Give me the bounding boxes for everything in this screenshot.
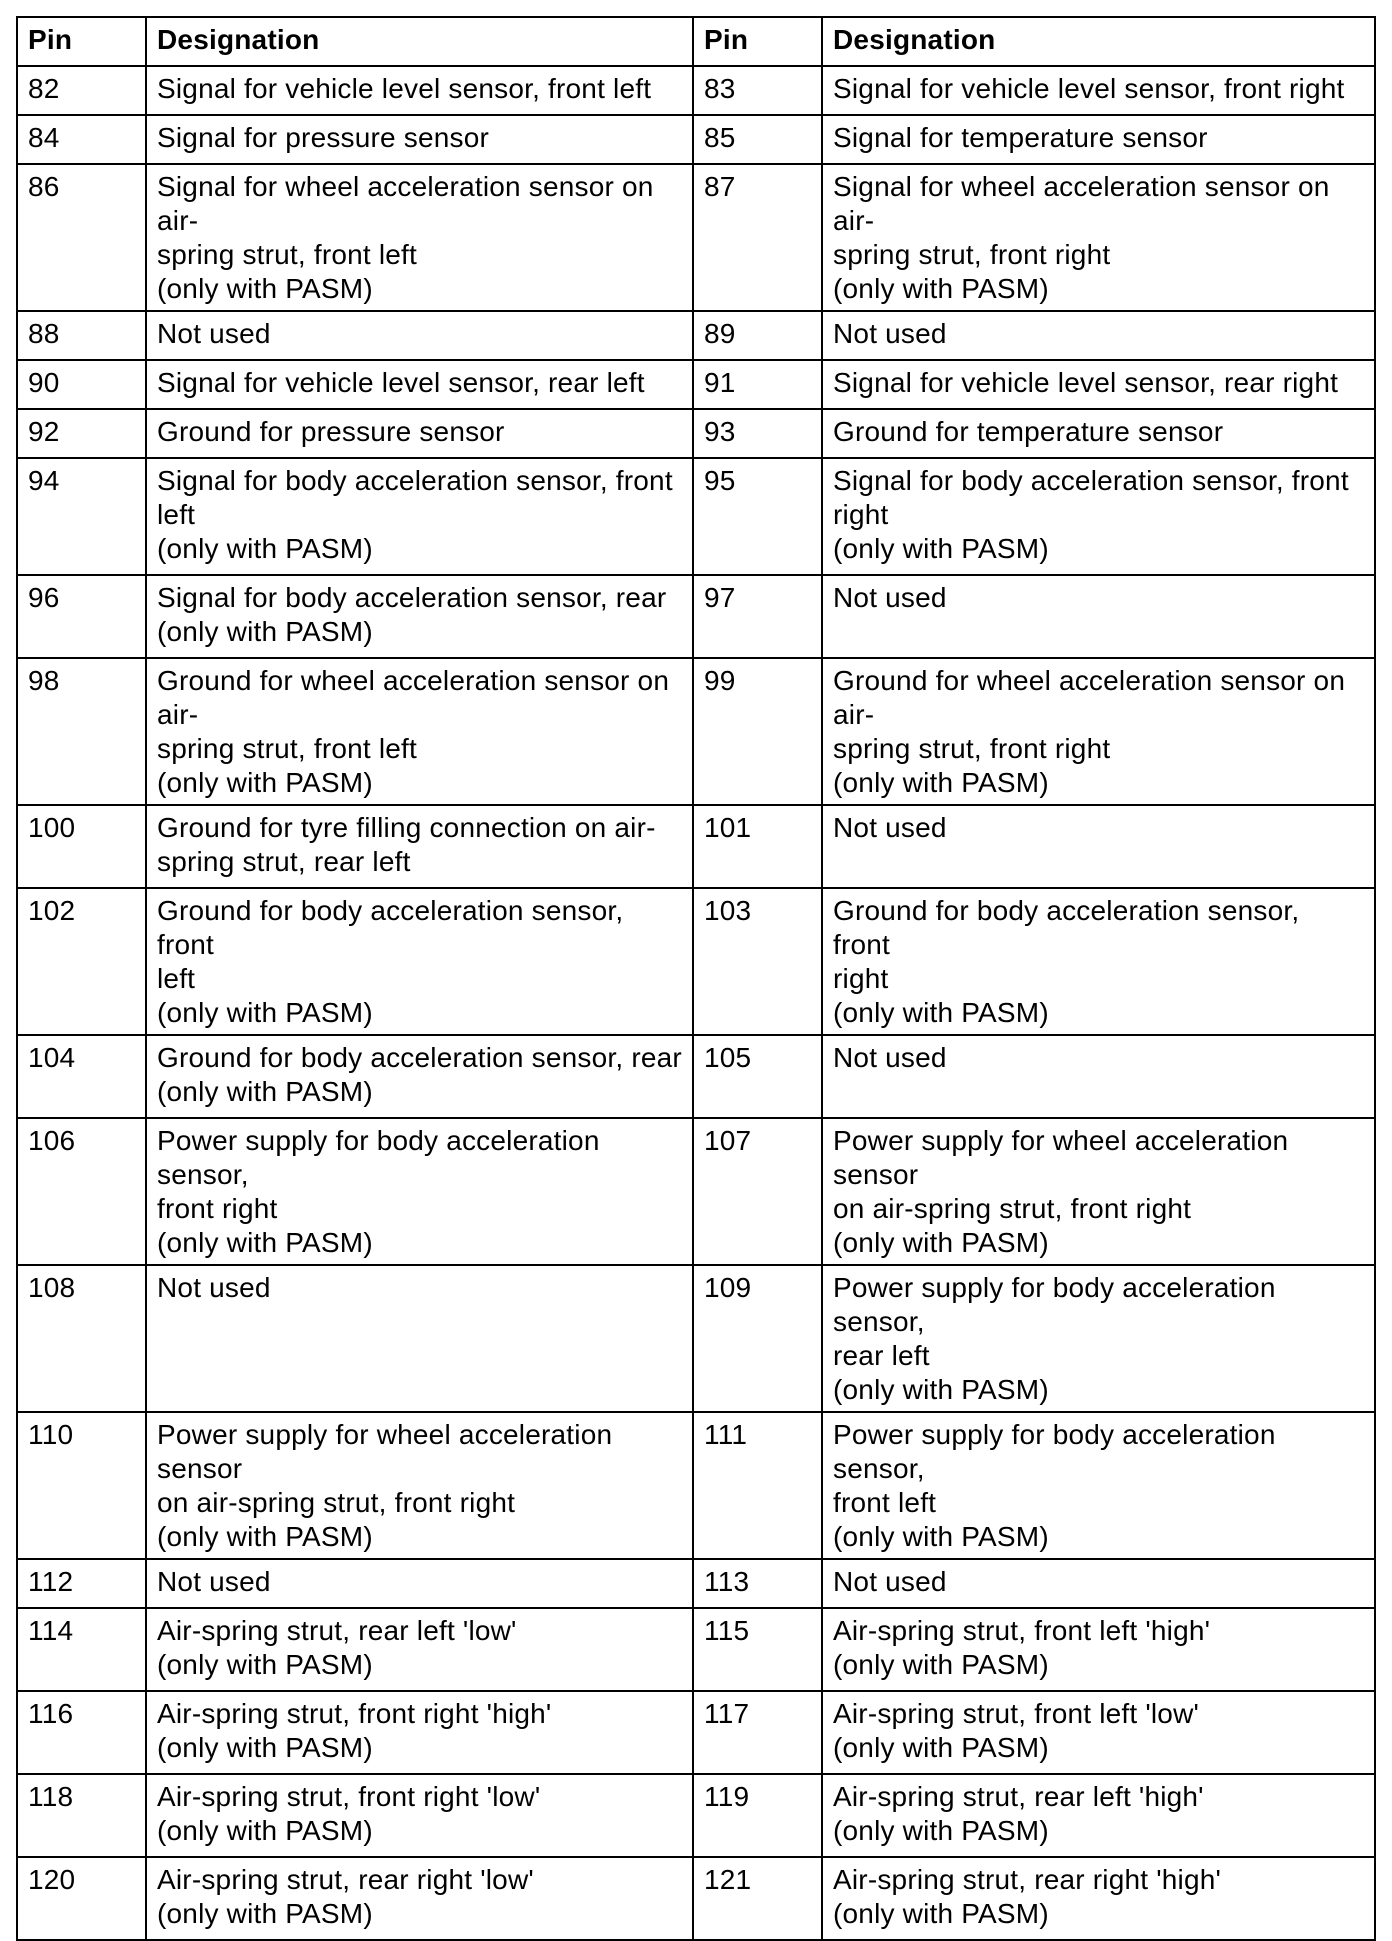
pin-assignment-table-container: [16, 16, 1374, 1941]
pin-left-cell: 94: [17, 458, 146, 575]
pin-left-cell: 114: [17, 1608, 146, 1691]
header-designation-left: Designation: [146, 17, 693, 66]
pin-assignment-table: [16, 16, 1376, 1941]
pin-right-cell: 95: [693, 458, 822, 575]
pin-left-cell: 86: [17, 164, 146, 311]
table-row: [17, 658, 1375, 805]
table-row: [17, 1412, 1375, 1559]
table-row: [17, 360, 1375, 409]
table-row: [17, 311, 1375, 360]
pin-right-cell: 117: [693, 1691, 822, 1774]
designation-left-cell: Air-spring strut, rear right 'low' (only with PASM): [146, 1857, 693, 1940]
table-row: [17, 805, 1375, 888]
designation-left-cell: Ground for body acceleration sensor, rear (only with PASM): [146, 1035, 693, 1118]
pin-right-cell: 83: [693, 66, 822, 115]
pin-left-cell: 104: [17, 1035, 146, 1118]
designation-right-cell: Not used: [822, 1035, 1375, 1118]
designation-left-cell: Air-spring strut, front right 'high' (only with PASM): [146, 1691, 693, 1774]
pin-right-cell: 85: [693, 115, 822, 164]
pin-left-cell: 118: [17, 1774, 146, 1857]
designation-left-cell: Signal for vehicle level sensor, front left: [146, 66, 693, 115]
header-pin-left: Pin: [17, 17, 146, 66]
pin-right-cell: 103: [693, 888, 822, 1035]
pin-right-cell: 89: [693, 311, 822, 360]
pin-right-cell: 115: [693, 1608, 822, 1691]
table-row: [17, 1035, 1375, 1118]
pin-right-cell: 87: [693, 164, 822, 311]
designation-left-cell: Signal for wheel acceleration sensor on air- spring strut, front left (only with PASM): [146, 164, 693, 311]
designation-right-cell: Power supply for body acceleration sensor, front left (only with PASM): [822, 1412, 1375, 1559]
designation-right-cell: Ground for temperature sensor: [822, 409, 1375, 458]
designation-left-cell: Signal for vehicle level sensor, rear left: [146, 360, 693, 409]
table-row: [17, 1691, 1375, 1774]
designation-left-cell: Air-spring strut, rear left 'low' (only with PASM): [146, 1608, 693, 1691]
designation-right-cell: Ground for body acceleration sensor, front right (only with PASM): [822, 888, 1375, 1035]
designation-right-cell: Not used: [822, 1559, 1375, 1608]
table-header-row: [17, 17, 1375, 66]
designation-left-cell: Ground for body acceleration sensor, front left (only with PASM): [146, 888, 693, 1035]
pin-right-cell: 105: [693, 1035, 822, 1118]
table-row: [17, 1857, 1375, 1940]
table-row: [17, 115, 1375, 164]
pin-left-cell: 96: [17, 575, 146, 658]
pin-left-cell: 110: [17, 1412, 146, 1559]
designation-left-cell: Power supply for body acceleration sensor, front right (only with PASM): [146, 1118, 693, 1265]
table-row: [17, 575, 1375, 658]
pin-left-cell: 112: [17, 1559, 146, 1608]
pin-right-cell: 99: [693, 658, 822, 805]
pin-left-cell: 90: [17, 360, 146, 409]
pin-left-cell: 100: [17, 805, 146, 888]
designation-left-cell: Air-spring strut, front right 'low' (only with PASM): [146, 1774, 693, 1857]
designation-right-cell: Air-spring strut, front left 'low' (only with PASM): [822, 1691, 1375, 1774]
pin-left-cell: 108: [17, 1265, 146, 1412]
pin-right-cell: 109: [693, 1265, 822, 1412]
header-pin-right: Pin: [693, 17, 822, 66]
pin-left-cell: 116: [17, 1691, 146, 1774]
pin-left-cell: 98: [17, 658, 146, 805]
pin-right-cell: 93: [693, 409, 822, 458]
designation-left-cell: Not used: [146, 1559, 693, 1608]
table-row: [17, 164, 1375, 311]
designation-left-cell: Signal for body acceleration sensor, front left (only with PASM): [146, 458, 693, 575]
pin-right-cell: 97: [693, 575, 822, 658]
pin-right-cell: 121: [693, 1857, 822, 1940]
designation-right-cell: Air-spring strut, rear right 'high' (only with PASM): [822, 1857, 1375, 1940]
pin-left-cell: 106: [17, 1118, 146, 1265]
designation-right-cell: Air-spring strut, front left 'high' (only with PASM): [822, 1608, 1375, 1691]
table-row: [17, 409, 1375, 458]
pin-right-cell: 107: [693, 1118, 822, 1265]
designation-left-cell: Ground for wheel acceleration sensor on air- spring strut, front left (only with PASM): [146, 658, 693, 805]
pin-right-cell: 101: [693, 805, 822, 888]
pin-left-cell: 84: [17, 115, 146, 164]
designation-right-cell: Signal for temperature sensor: [822, 115, 1375, 164]
designation-right-cell: Signal for vehicle level sensor, rear right: [822, 360, 1375, 409]
designation-left-cell: Signal for pressure sensor: [146, 115, 693, 164]
table-row: [17, 1265, 1375, 1412]
designation-left-cell: Power supply for wheel acceleration sensor on air-spring strut, front right (only with PASM): [146, 1412, 693, 1559]
designation-right-cell: Power supply for body acceleration sensor, rear left (only with PASM): [822, 1265, 1375, 1412]
designation-right-cell: Not used: [822, 805, 1375, 888]
designation-right-cell: Signal for wheel acceleration sensor on air- spring strut, front right (only with PASM): [822, 164, 1375, 311]
table-row: [17, 458, 1375, 575]
designation-right-cell: Air-spring strut, rear left 'high' (only with PASM): [822, 1774, 1375, 1857]
designation-right-cell: Power supply for wheel acceleration sensor on air-spring strut, front right (only with PASM): [822, 1118, 1375, 1265]
pin-right-cell: 119: [693, 1774, 822, 1857]
designation-left-cell: Not used: [146, 311, 693, 360]
designation-right-cell: Not used: [822, 311, 1375, 360]
pin-left-cell: 88: [17, 311, 146, 360]
designation-right-cell: Ground for wheel acceleration sensor on air- spring strut, front right (only with PASM): [822, 658, 1375, 805]
table-row: [17, 1774, 1375, 1857]
table-row: [17, 888, 1375, 1035]
pin-left-cell: 92: [17, 409, 146, 458]
designation-left-cell: Ground for pressure sensor: [146, 409, 693, 458]
designation-right-cell: Signal for vehicle level sensor, front right: [822, 66, 1375, 115]
pin-left-cell: 82: [17, 66, 146, 115]
designation-left-cell: Signal for body acceleration sensor, rear (only with PASM): [146, 575, 693, 658]
table-row: [17, 66, 1375, 115]
pin-right-cell: 91: [693, 360, 822, 409]
designation-left-cell: Not used: [146, 1265, 693, 1412]
table-row: [17, 1559, 1375, 1608]
designation-right-cell: Signal for body acceleration sensor, front right (only with PASM): [822, 458, 1375, 575]
pin-right-cell: 111: [693, 1412, 822, 1559]
table-row: [17, 1608, 1375, 1691]
pin-left-cell: 120: [17, 1857, 146, 1940]
header-designation-right: Designation: [822, 17, 1375, 66]
designation-left-cell: Ground for tyre filling connection on air- spring strut, rear left: [146, 805, 693, 888]
table-row: [17, 1118, 1375, 1265]
pin-left-cell: 102: [17, 888, 146, 1035]
pin-right-cell: 113: [693, 1559, 822, 1608]
designation-right-cell: Not used: [822, 575, 1375, 658]
